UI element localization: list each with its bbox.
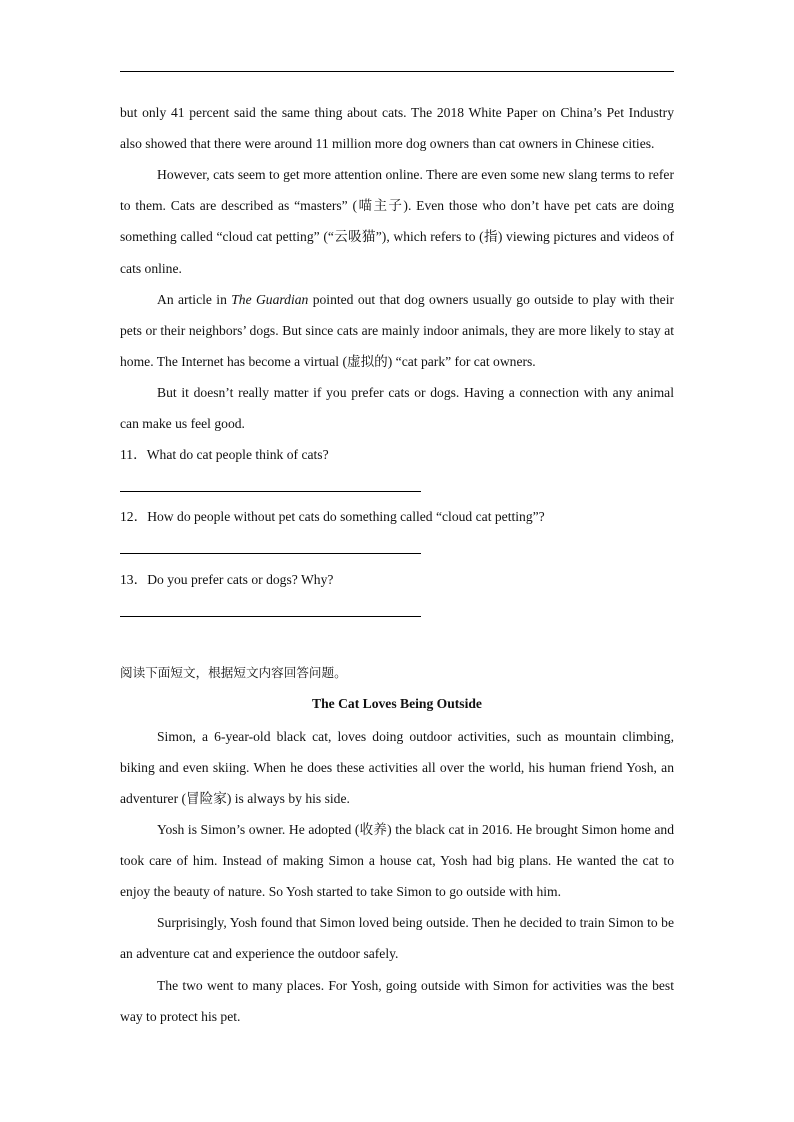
answer-line-13[interactable] <box>120 616 421 617</box>
question-text: Do you prefer cats or dogs? Why? <box>147 572 334 587</box>
passage1-paragraph-1: but only 41 percent said the same thing about cats. The 2018 White Paper on China’s Pet Industry also showed that there were around 11 million more dog owners than cat owners in Chinese cities. <box>120 105 674 152</box>
p3-text-before: An article in <box>157 292 232 307</box>
question-12 <box>120 507 545 527</box>
passage1-paragraph-4: But it doesn’t really matter if you prefer cats or dogs. Having a connection with any animal can make us feel good. <box>120 385 674 432</box>
question-text: What do cat people think of cats? <box>146 447 329 462</box>
answer-line-12[interactable] <box>120 553 421 554</box>
passage2-paragraph-3: Surprisingly, Yosh found that Simon loved being outside. Then he decided to train Simon to be an adventure cat and experience the outdoor safely. <box>120 915 674 962</box>
publication-name: The Guardian <box>231 292 309 307</box>
header-rule <box>120 71 674 72</box>
passage2-paragraph-1: Simon, a 6-year-old black cat, loves doing outdoor activities, such as mountain climbing, biking and even skiing. When he does these activities all over the world, his human friend Yosh, an adventurer (冒险家) is always by his side. <box>120 729 674 807</box>
p3-text-after: pointed out that dog owners usually go outside to play with their pets or their neighbors’ dogs. But since cats are mainly indoor animals, they are more likely to stay at home. The Internet has become a virtual (虚拟的) “cat park” for cat owners. <box>120 292 674 370</box>
passage2-paragraph-4: The two went to many places. For Yosh, going outside with Simon for activities was the best way to protect his pet. <box>120 978 674 1025</box>
passage2-title: The Cat Loves Being Outside <box>312 696 482 711</box>
passage2-paragraph-2: Yosh is Simon’s owner. He adopted (收养) the black cat in 2016. He brought Simon home and took care of him. Instead of making Simon a house cat, Yosh had big plans. He wanted the cat to enjoy the beauty of nature. So Yosh started to take Simon to go outside with him. <box>120 822 674 900</box>
question-number: 12． <box>120 509 148 524</box>
question-text: How do people without pet cats do something called “cloud cat petting”? <box>147 509 545 524</box>
question-number: 11． <box>120 447 147 462</box>
question-number: 13． <box>120 572 148 587</box>
passage1-paragraph-3 <box>120 284 674 378</box>
reading-instruction: 阅读下面短文，根据短文内容回答问题。 <box>120 665 347 680</box>
passage1-paragraph-2: However, cats seem to get more attention online. There are even some new slang terms to refer to them. Cats are described as “masters” (喵主子). Even those who don’t have pet cats are doing something called “cloud cat petting” (“云吸猫”), which refers to (指) viewing pictures and videos of cats online. <box>120 167 674 276</box>
question-13 <box>120 570 333 590</box>
answer-line-11[interactable] <box>120 491 421 492</box>
question-11 <box>120 445 329 465</box>
